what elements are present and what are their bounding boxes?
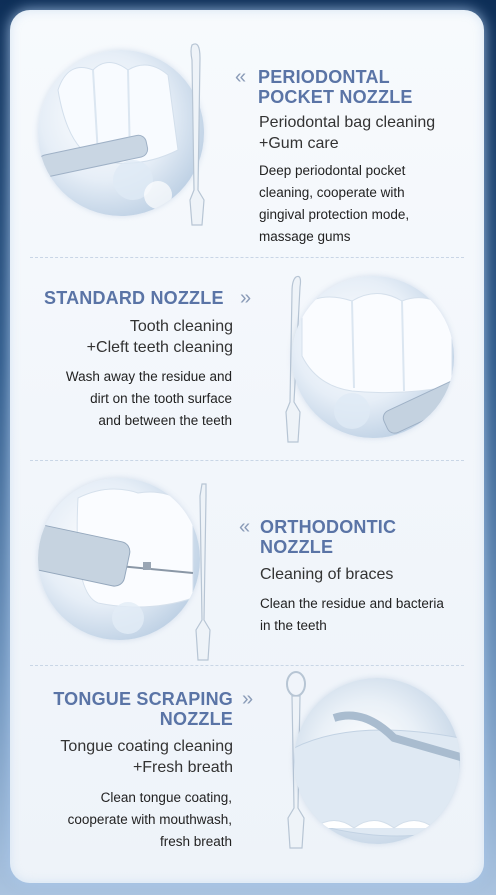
tongue-subtitle: Tongue coating cleaning +Fresh breath	[60, 738, 233, 776]
standard-arrow-icon: »	[240, 287, 252, 309]
divider	[30, 257, 464, 258]
orthodontic-nozzle-icon	[182, 480, 222, 670]
product-card	[10, 10, 484, 883]
standard-title: STANDARD NOZZLE	[44, 288, 224, 308]
tongue-title: TONGUE SCRAPING NOZZLE	[53, 689, 233, 729]
tongue-description: Clean tongue coating, cooperate with mouthwash, fresh breath	[67, 790, 232, 849]
tongue-arrow-icon: »	[242, 688, 254, 710]
periodontal-nozzle-icon	[178, 40, 218, 240]
periodontal-arrow-icon: «	[235, 66, 247, 88]
tongue-image	[294, 678, 460, 844]
periodontal-description: Deep periodontal pocket cleaning, cooperate with gingival protection mode, massage gums	[259, 163, 410, 244]
orthodontic-braces-image	[38, 478, 200, 640]
standard-description: Wash away the residue and dirt on the tooth surface and between the teeth	[65, 369, 232, 428]
standard-teeth-image	[292, 276, 454, 438]
orthodontic-subtitle: Cleaning of braces	[260, 566, 394, 583]
standard-subtitle: Tooth cleaning +Cleft teeth cleaning	[86, 318, 233, 356]
periodontal-title: PERIODONTAL POCKET NOZZLE	[258, 67, 413, 107]
divider	[30, 665, 464, 666]
orthodontic-arrow-icon: «	[239, 516, 251, 538]
divider	[30, 460, 464, 461]
orthodontic-description: Clean the residue and bacteria in the teeth	[260, 596, 444, 633]
orthodontic-title: ORTHODONTIC NOZZLE	[260, 517, 397, 557]
periodontal-subtitle: Periodontal bag cleaning +Gum care	[259, 114, 436, 152]
